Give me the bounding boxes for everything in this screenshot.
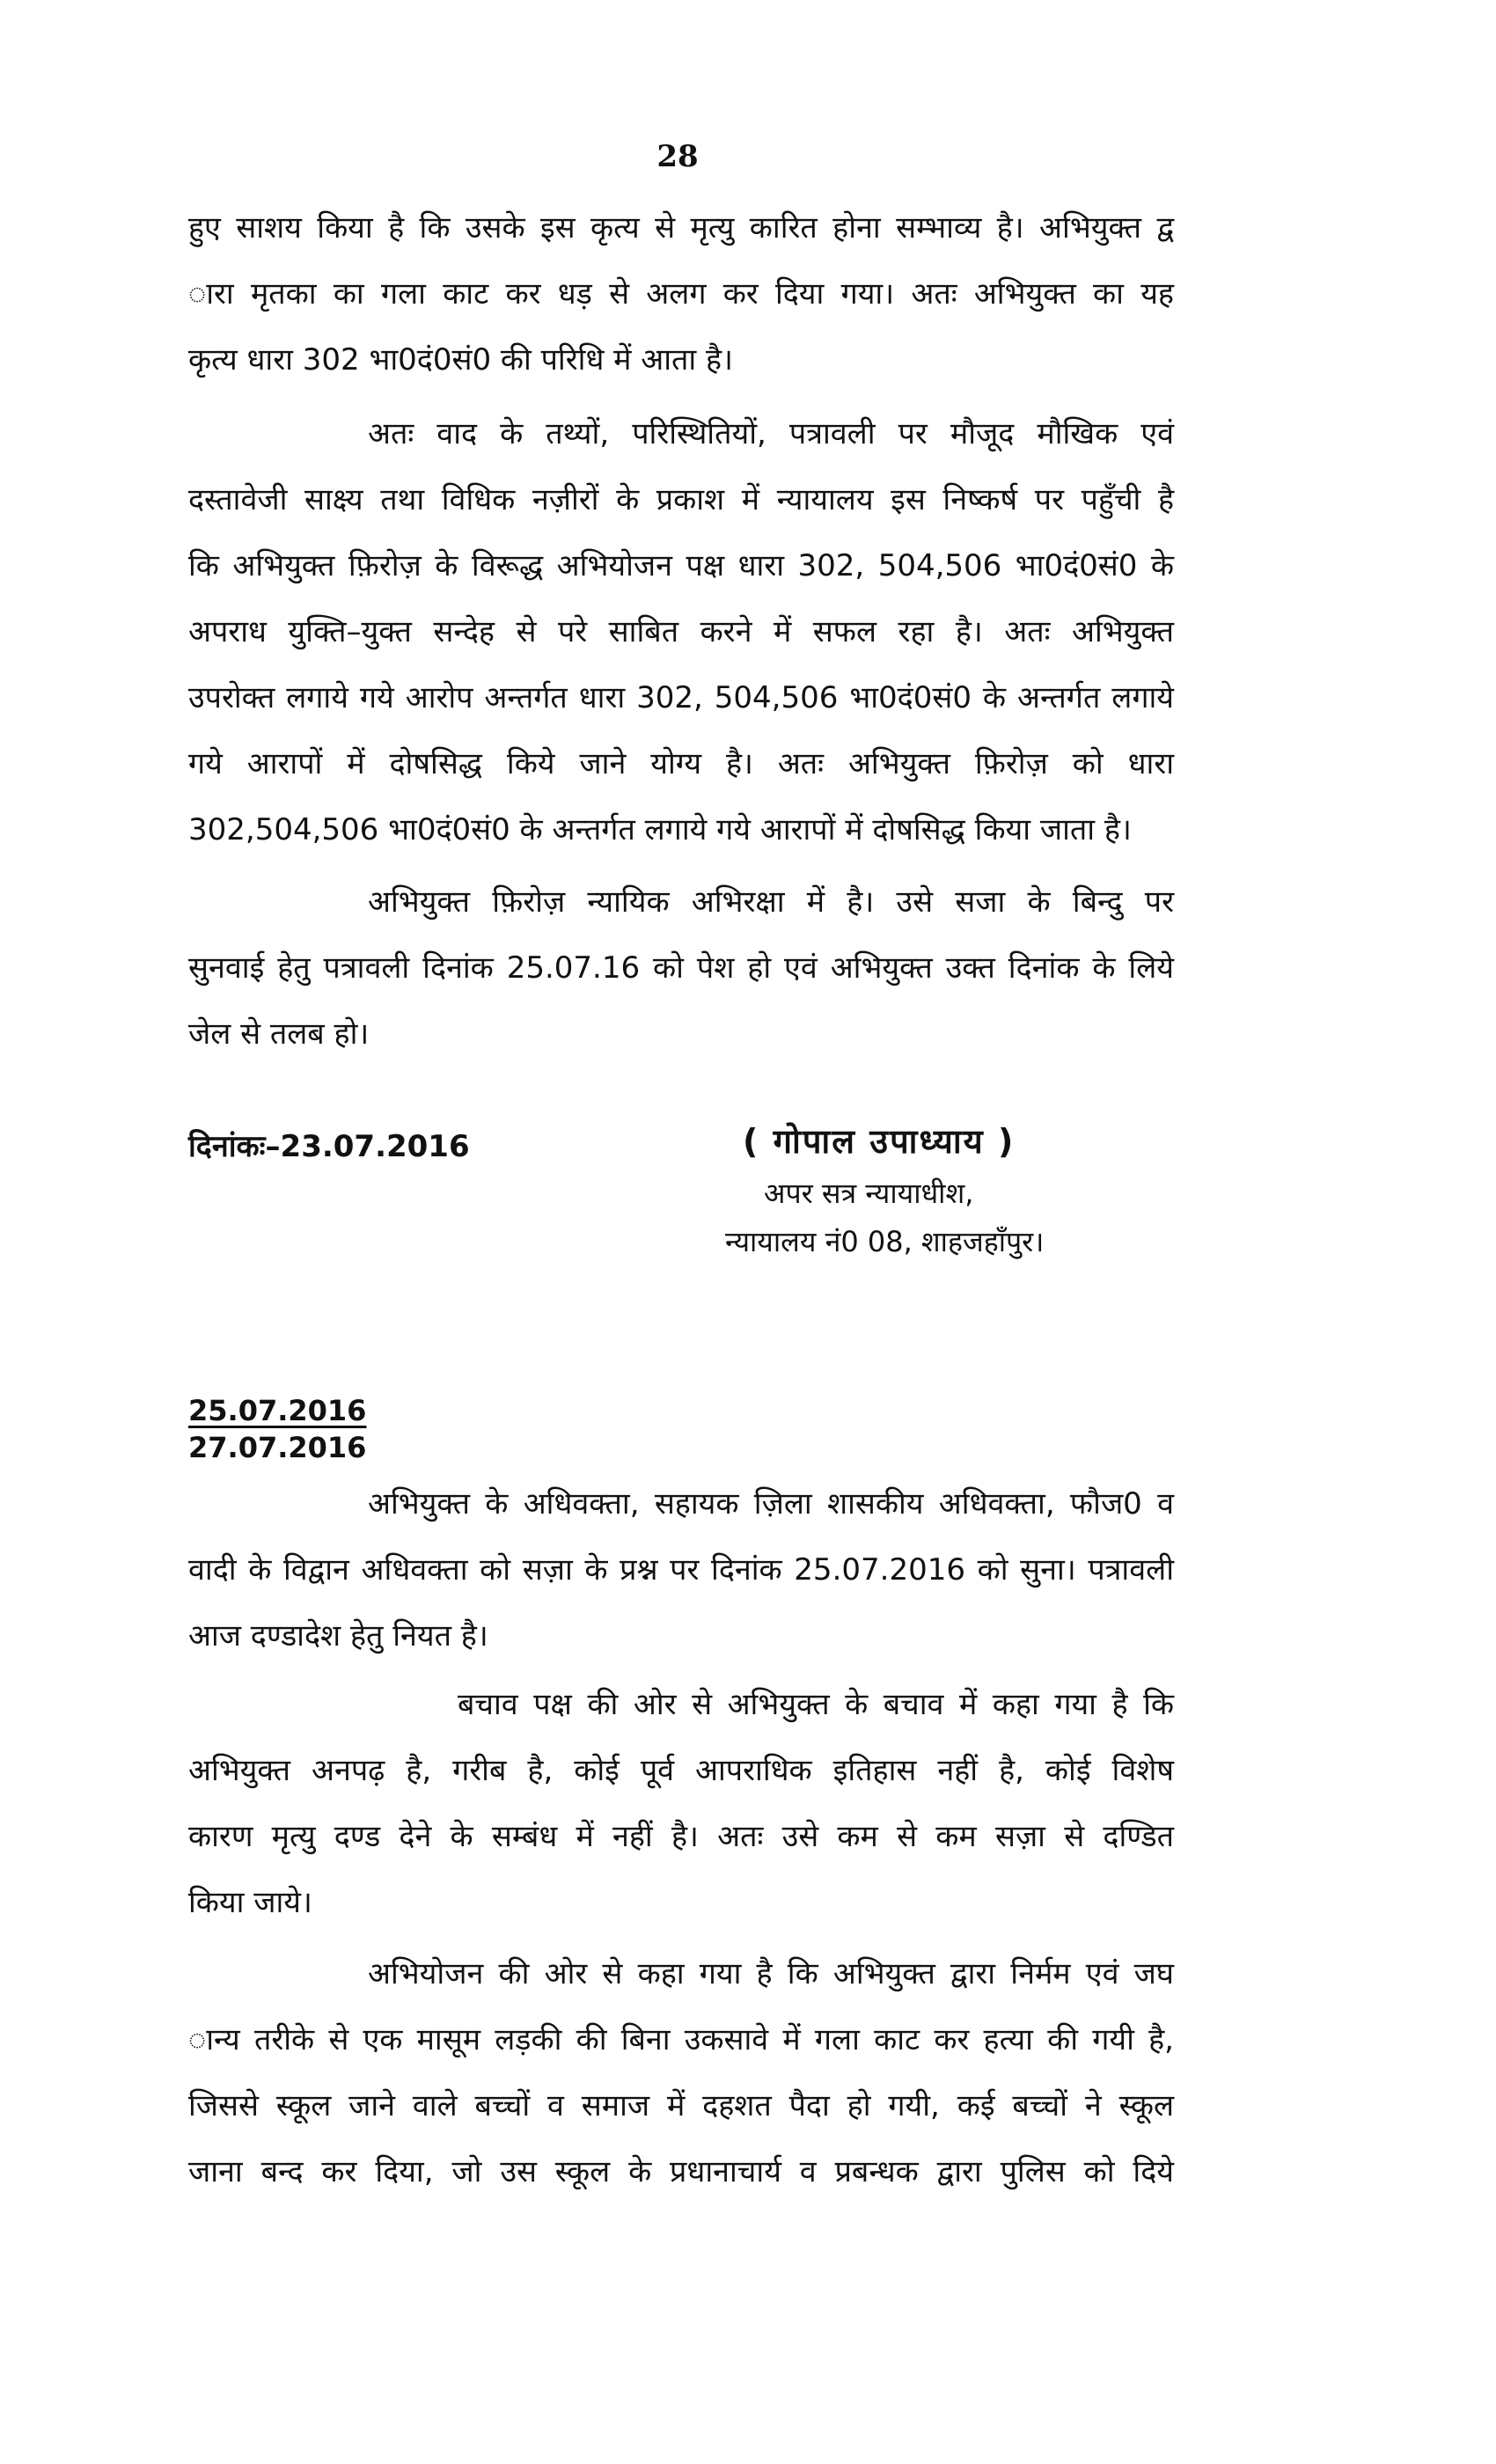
paragraph-1 <box>188 195 1174 393</box>
paragraph-line: जाना बन्द कर दिया, जो उस स्कूल के प्रधानाचार्य व प्रबन्धक द्वारा पुलिस को दिये <box>188 2154 1174 2189</box>
order-date <box>188 1125 470 1165</box>
paragraph-line: हुए साशय किया है कि उसके इस कृत्य से मृत्यु कारित होना सम्भाव्य है। अभियुक्त द्व <box>188 210 1174 246</box>
paragraph-line: आज दण्डादेश हेतु नियत है। <box>188 1618 488 1654</box>
paragraph-line: अभियोजन की ओर से कहा गया है कि अभियुक्त द्वारा निर्मम एवं जघ <box>368 1956 1174 1991</box>
paragraph-line: बचाव पक्ष की ओर से अभियुक्त के बचाव में कहा गया है कि <box>458 1687 1174 1722</box>
paragraph-line: अतः वाद के तथ्यों, परिस्थितियों, पत्रावली पर मौजूद मौखिक एवं <box>368 416 1174 451</box>
paragraph-line: दस्तावेजी साक्ष्य तथा विधिक नज़ीरों के प्रकाश में न्यायालय इस निष्कर्ष पर पहुँची है <box>188 482 1174 517</box>
order-dates <box>188 1392 366 1466</box>
paragraph-line: सुनवाई हेतु पत्रावली दिनांक 25.07.16 को पेश हो एवं अभियुक्त उक्त दिनांक के लिये <box>188 950 1174 986</box>
date-label: दिनांकः– <box>188 1129 281 1164</box>
order-date-2: 27.07.2016 <box>188 1431 367 1464</box>
paragraph-line: जिससे स्कूल जाने वाले बच्चों व समाज में दहशत पैदा हो गयी, कई बच्चों ने स्कूल <box>188 2088 1174 2123</box>
judge-designation: अपर सत्र न्यायाधीश, <box>764 1177 974 1210</box>
paragraph-line: किया जाये। <box>188 1885 312 1920</box>
paragraph-line: अभियुक्त अनपढ़ है, गरीब है, कोई पूर्व आपराधिक इतिहास नहीं है, कोई विशेष <box>188 1753 1174 1788</box>
paragraph-3 <box>188 869 1174 1067</box>
paragraph-line: गये आरापों में दोषसिद्ध किये जाने योग्य है। अतः अभियुक्त फ़िरोज़ को धारा <box>188 746 1174 781</box>
paragraph-line: ान्य तरीके से एक मासूम लड़की की बिना उकसावे में गला काट कर हत्या की गयी है, <box>188 2022 1174 2057</box>
paragraph-line: ारा मृतका का गला काट कर धड़ से अलग कर दिया गया। अतः अभियुक्त का यह <box>188 276 1174 312</box>
paragraph-line: वादी के विद्वान अधिवक्ता को सज़ा के प्रश्न पर दिनांक 25.07.2016 को सुना। पत्रावली <box>188 1552 1174 1588</box>
paragraph-5 <box>188 1672 1174 1936</box>
page-number: 28 <box>656 139 699 174</box>
paragraph-line: कि अभियुक्त फ़िरोज़ के विरूद्ध अभियोजन पक्ष धारा 302, 504,506 भा0दं0सं0 के <box>188 548 1174 583</box>
signature-block <box>704 1118 1144 1260</box>
court-name: न्यायालय नं0 08, शाहजहाँपुर। <box>725 1225 1045 1258</box>
paragraph-line: कृत्य धारा 302 भा0दं0सं0 की परिधि में आता है। <box>188 342 733 378</box>
judge-name: ( गोपाल उपाध्याय ) <box>743 1122 1016 1161</box>
paragraph-line: जेल से तलब हो। <box>188 1016 370 1052</box>
paragraph-line: 302,504,506 भा0दं0सं0 के अन्तर्गत लगाये गये आरापों में दोषसिद्ध किया जाता है। <box>188 812 1132 847</box>
paragraph-line: अभियुक्त फ़िरोज़ न्यायिक अभिरक्षा में है। उसे सजा के बिन्दु पर <box>368 884 1174 920</box>
paragraph-2 <box>188 401 1174 863</box>
date-value: 23.07.2016 <box>280 1129 470 1164</box>
paragraph-line: उपरोक्त लगाये गये आरोप अन्तर्गत धारा 302, 504,506 भा0दं0सं0 के अन्तर्गत लगाये <box>188 680 1174 715</box>
paragraph-4 <box>188 1471 1174 1669</box>
paragraph-line: अपराध युक्ति–युक्त सन्देह से परे साबित करने में सफल रहा है। अतः अभियुक्त <box>188 614 1174 649</box>
paragraph-6 <box>188 1941 1174 2205</box>
paragraph-line: कारण मृत्यु दण्ड देने के सम्बंध में नहीं है। अतः उसे कम से कम सज़ा से दण्डित <box>188 1819 1174 1854</box>
paragraph-line: अभियुक्त के अधिवक्ता, सहायक ज़िला शासकीय अधिवक्ता, फौज0 व <box>368 1486 1174 1522</box>
order-date-1: 25.07.2016 <box>188 1394 367 1427</box>
